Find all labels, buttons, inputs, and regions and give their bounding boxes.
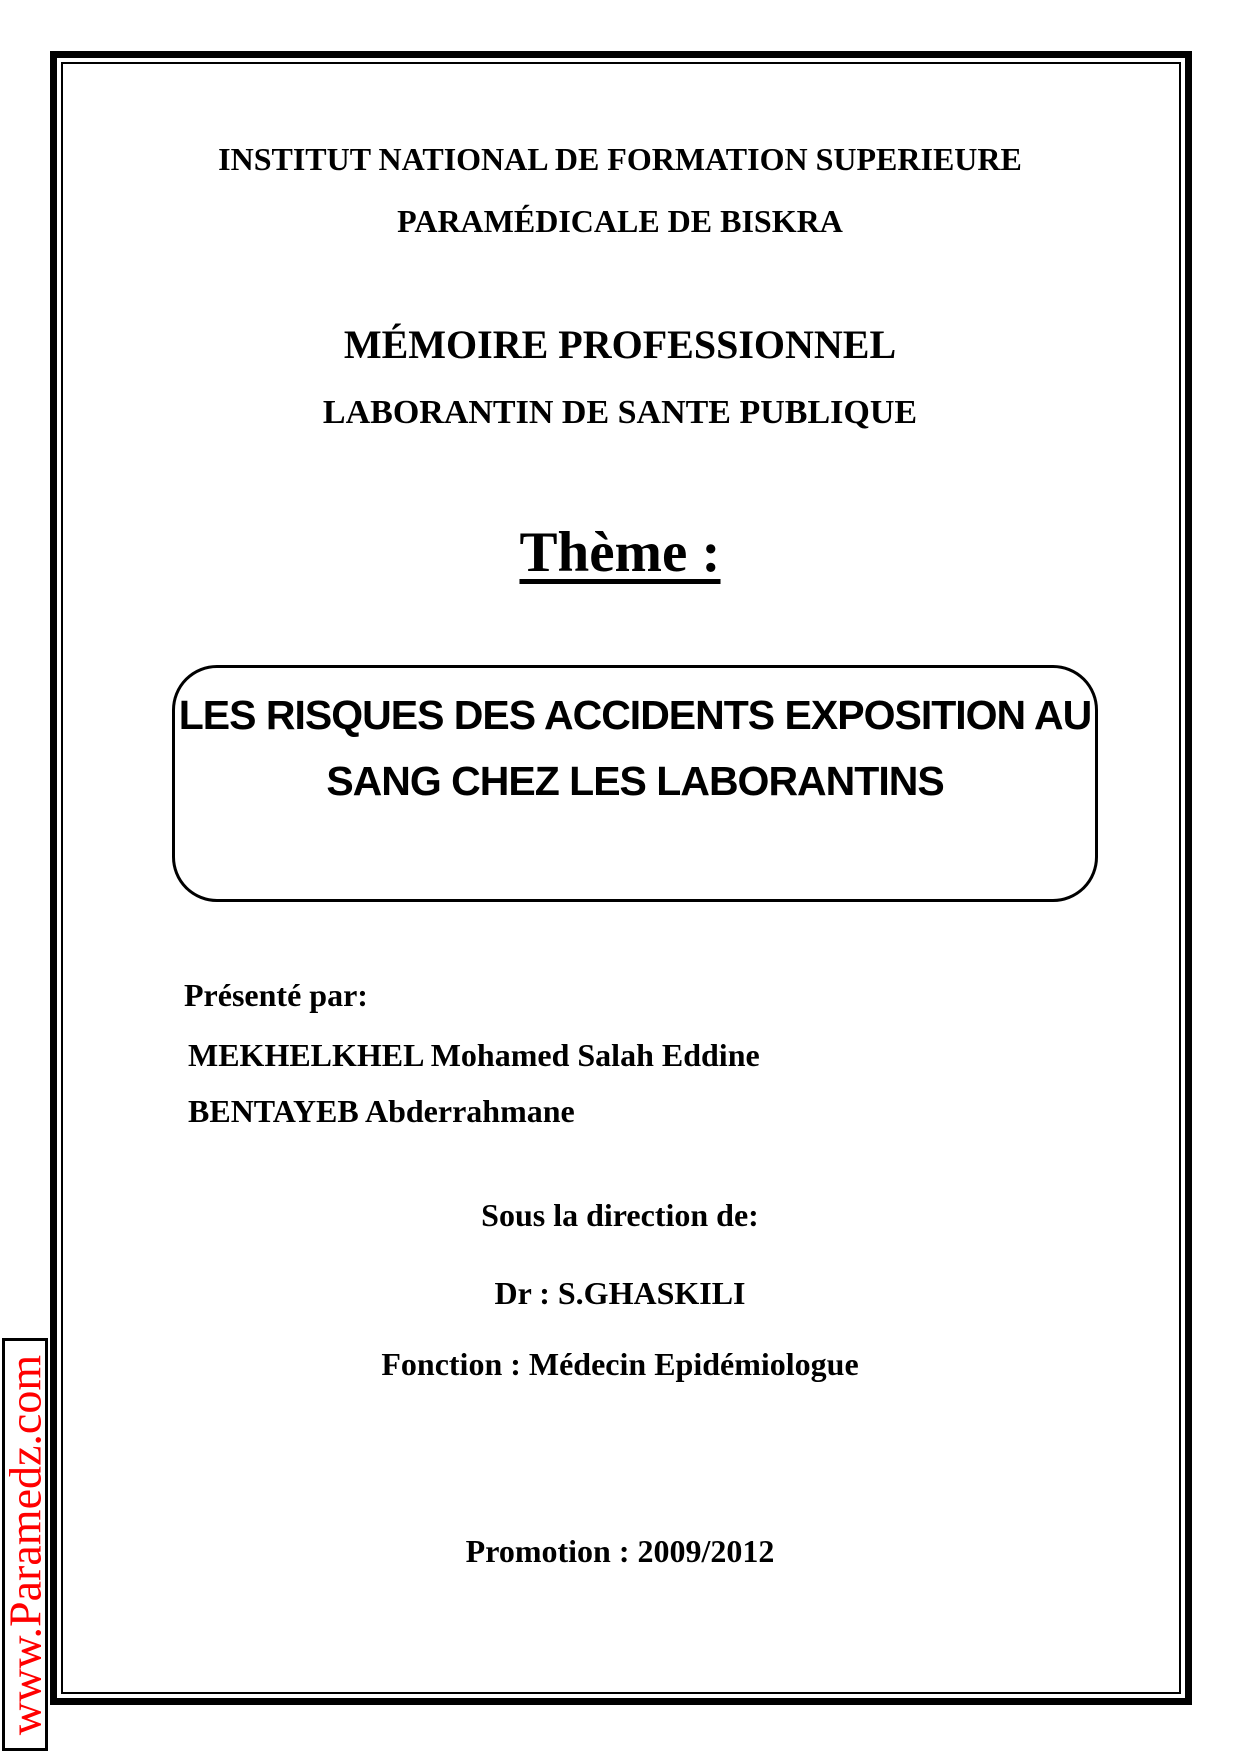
theme-label: Thème : [519, 521, 721, 584]
theme-title-line1: LES RISQUES DES ACCIDENTS EXPOSITION AU [178, 692, 1092, 738]
watermark-url-text: www.Paramedz.com [0, 1354, 51, 1735]
director-name: Dr : S.GHASKILI [494, 1275, 746, 1311]
direction-label: Sous la direction de: [481, 1197, 759, 1233]
theme-title-line2: SANG CHEZ LES LABORANTINS [326, 758, 944, 804]
institution-name-line2: PARAMÉDICALE DE BISKRA [397, 203, 843, 239]
author-name-2: BENTAYEB Abderrahmane [188, 1093, 575, 1129]
theme-title-box [172, 665, 1098, 902]
promotion-year: Promotion : 2009/2012 [465, 1533, 775, 1569]
specialty-heading: LABORANTIN DE SANTE PUBLIQUE [322, 394, 918, 431]
watermark-box [0, 1338, 51, 1751]
director-function: Fonction : Médecin Epidémiologue [381, 1346, 859, 1382]
author-name-1: MEKHELKHEL Mohamed Salah Eddine [188, 1037, 760, 1073]
institution-name-line1: INSTITUT NATIONAL DE FORMATION SUPERIEURE [218, 141, 1022, 177]
document-type-heading: MÉMOIRE PROFESSIONNEL [343, 322, 897, 367]
presented-by-label: Présenté par: [184, 977, 368, 1013]
